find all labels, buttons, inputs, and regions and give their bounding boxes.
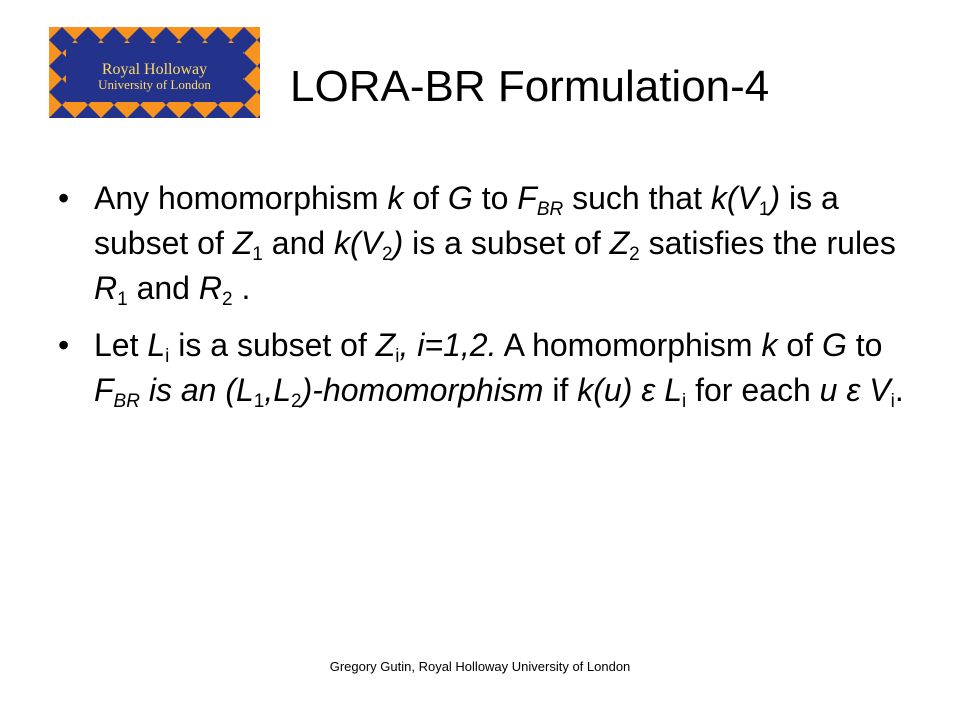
subscript: 1 bbox=[252, 244, 263, 265]
math-text: R bbox=[94, 270, 118, 306]
math-text: u ε V bbox=[819, 372, 891, 408]
logo-line-1: Royal Holloway bbox=[101, 61, 208, 78]
subscript: 2 bbox=[629, 244, 640, 265]
math-text: L bbox=[147, 327, 166, 363]
subscript: 2 bbox=[291, 391, 302, 412]
math-text: k bbox=[761, 327, 778, 363]
bullet-text bbox=[94, 327, 904, 412]
logo-line-2: University of London bbox=[98, 77, 211, 92]
bullet-marker: • bbox=[58, 327, 70, 363]
math-text: G bbox=[821, 327, 847, 363]
subscript: i bbox=[165, 346, 170, 367]
math-text: k(u) ε L bbox=[577, 372, 682, 408]
slide-title: LORA-BR Formulation-4 bbox=[290, 62, 770, 111]
bullet-item-2 bbox=[58, 323, 918, 413]
royal-holloway-logo bbox=[49, 27, 260, 118]
math-text: F bbox=[517, 180, 537, 216]
math-text: Z bbox=[375, 327, 396, 363]
subscript: i bbox=[681, 391, 687, 412]
math-text: k bbox=[387, 180, 404, 216]
text-run: and bbox=[127, 270, 199, 306]
logo-graphic bbox=[49, 27, 260, 118]
footer-credit: Gregory Gutin, Royal Holloway University of London bbox=[329, 659, 631, 674]
bullet-item-1 bbox=[58, 176, 918, 311]
text-run: is a subset of bbox=[169, 327, 376, 363]
math-text: Z bbox=[609, 225, 630, 261]
text-run: is a subset of bbox=[94, 180, 839, 261]
math-text: is an (L bbox=[139, 372, 254, 408]
math-text: G bbox=[447, 180, 473, 216]
text-run: if bbox=[543, 372, 578, 408]
text-run: to bbox=[846, 327, 883, 363]
math-text: ,L bbox=[264, 372, 292, 408]
subscript: 2 bbox=[382, 244, 393, 265]
subscript: BR bbox=[113, 391, 140, 412]
math-text: ) bbox=[392, 225, 404, 261]
text-run: and bbox=[262, 225, 335, 261]
text-run: satisfies the rules bbox=[639, 225, 896, 261]
text-run: for each bbox=[686, 372, 820, 408]
subscript: i bbox=[890, 391, 895, 412]
subscript: 1 bbox=[253, 391, 265, 412]
math-text: ) bbox=[769, 180, 781, 216]
text-run: of bbox=[777, 327, 822, 363]
bullet-marker: • bbox=[58, 180, 70, 216]
bullet-text bbox=[94, 180, 896, 310]
text-run: A homomorphism bbox=[496, 327, 762, 363]
text-run: is a subset of bbox=[403, 225, 610, 261]
subscript: 1 bbox=[117, 289, 128, 310]
text-run: such that bbox=[563, 180, 711, 216]
text-run: . bbox=[894, 372, 904, 408]
text-run: Any homomorphism bbox=[94, 180, 388, 216]
text-run: . bbox=[232, 270, 251, 306]
subscript: 1 bbox=[758, 199, 770, 220]
math-text: F bbox=[94, 372, 114, 408]
math-text: R bbox=[198, 270, 222, 306]
math-text: k(V bbox=[710, 180, 759, 216]
text-run: to bbox=[472, 180, 518, 216]
math-text: k(V bbox=[334, 225, 383, 261]
subscript: 2 bbox=[221, 289, 233, 310]
text-run: of bbox=[403, 180, 448, 216]
text-run: Let bbox=[94, 327, 148, 363]
math-text: )-homomorphism bbox=[301, 372, 544, 408]
math-text: , i=1,2. bbox=[399, 327, 497, 363]
subscript: i bbox=[395, 346, 400, 367]
bullet-list bbox=[58, 176, 918, 413]
subscript: BR bbox=[536, 199, 564, 220]
math-text: Z bbox=[232, 225, 253, 261]
